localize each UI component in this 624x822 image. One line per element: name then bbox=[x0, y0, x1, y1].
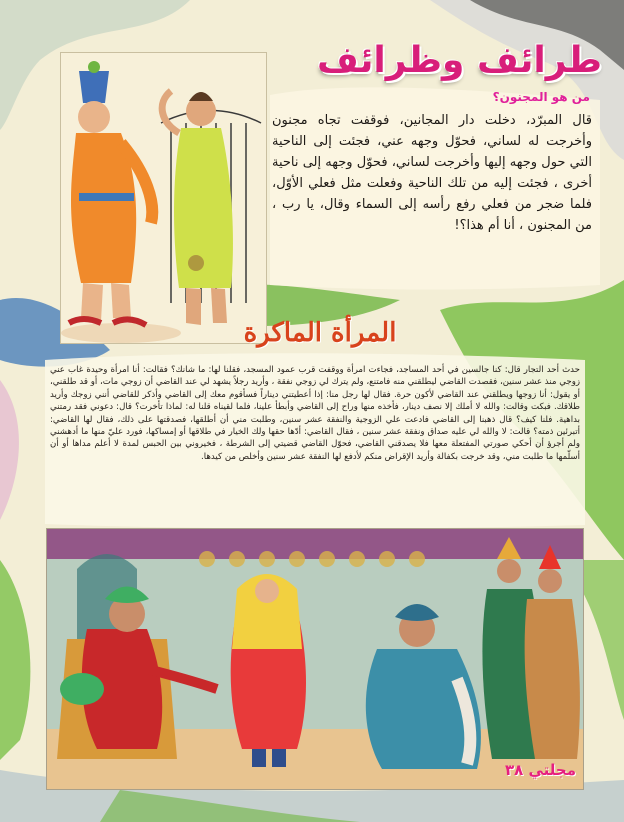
page-title: طرائف وظرائف bbox=[317, 40, 602, 81]
anecdote-illustration bbox=[60, 52, 267, 344]
story-heading: المرأة الماكرة bbox=[243, 318, 397, 348]
magazine-logo: مجلتي ٣٨ bbox=[504, 761, 576, 779]
anecdote-subtitle: من هو المجنون؟ bbox=[492, 90, 590, 104]
anecdote-text: قال المبرّد، دخلت دار المجانين، فوقفت تجاه مجنون وأخرجت له لساني، فحوّل وجهه عني، فجئت إلى الناحية التي حول وجهه إليها وأخرجت لساني، فحوّل وجهه إلى ناحية أخرى ، فجئت إليه من تلك الناحية وفعلت مثل فعلي الأوّل، فلما ضجر من فعلي رفع رأسه إلى السماء وقال، يا رب ، من المجنون ، أنا أم هذا؟! bbox=[272, 113, 592, 233]
story-illustration bbox=[46, 528, 584, 790]
story-text: حدث أحد التجار قال: كنا جالسين في أحد المساجد، فجاءت امرأة ووقفت قرب عمود المسجد، فقلنا لها: ما شانك؟ فقالت: أنا امرأة وحيدة غاب عني زوجي منذ عشر سنين، فقصدت القاضي ليطلقني منه فامتنع، ولم يترك لي زوجي نفقة ، وأريد رجلاً يشهد لي عند القاضي أن زوجي مات، أو قد طلقني، أو يقول: أنا زوجها ويطلقني عند القاضي لأكون حرة. فقال لها رجل منا: إذا أعطيتني ديناراً فسأقوم معك إلى القاضي وأذكر للقاضي أنني زوجك وأريد طلاقك. فبكت وقالت: والله لا أملك إلا نصف دينار، فأخذه منها وراح إلى القاضي وأبطأ علينا، فلما لقيناه قلنا له: لماذا تأخرت؟ قال: دعوني فقد رمتني بداهية. فلنا كيف؟ قال ذهبنا إلى القاضي فادعت علي الزوجية والنفقة عشر سنين، وطلبت مني أن أطلقها، فصدقتها على ذلك، فقال لها القاضي: أتبرئين ذمته؟ قالت: لا والله لي عليه صداق ونفقة عشر سنين ، فقال القاضي: أدّها حقها ولك الخيار في طلاقها أو إمساكها، فورد عليّ منها ما أدهشني ولم أجرؤ أن أحكي صورتي المفتعلة معها فلا يصدقني القاضي، فحوّل القاضي قضيتي إلى الشرطة ، فخيروني بين الحبس لمدة لا أعلم مداها أو أن أسلّمها ما طلبت مني، وقد خرجت بكفالة وأريد الإقراض منكم لأدفع لها النفقة عشر سنين وأخلص من كيدها. bbox=[50, 365, 580, 462]
